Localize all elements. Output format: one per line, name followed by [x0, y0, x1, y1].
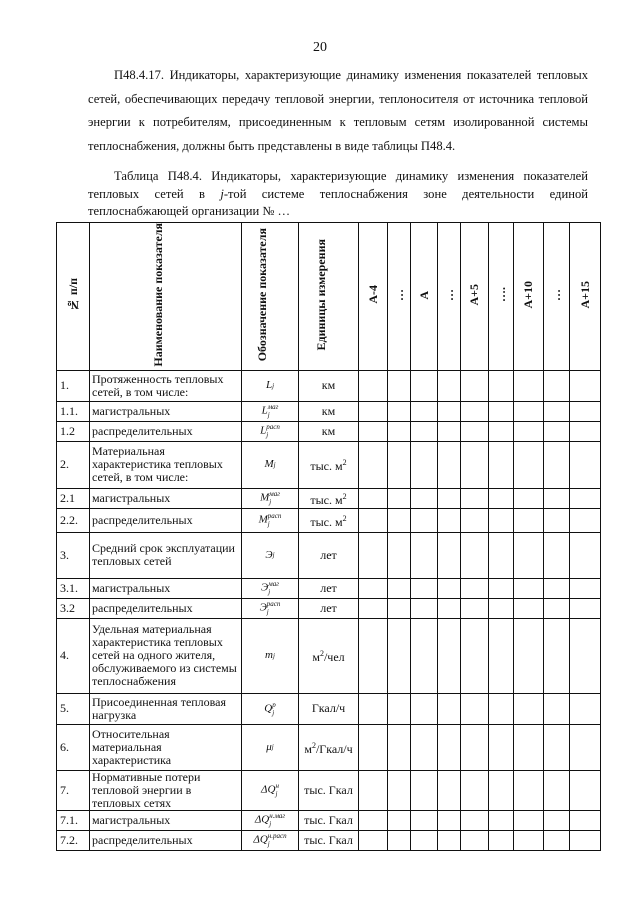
value-cell: [570, 578, 601, 598]
row-number: 1.: [57, 370, 90, 401]
row-indicator-name: магистральных: [90, 810, 242, 830]
value-cell: [438, 618, 461, 693]
value-cell: [438, 830, 461, 850]
value-cell: [359, 532, 388, 578]
row-unit: Гкал/ч: [299, 693, 359, 724]
page-number: 20: [313, 40, 327, 55]
row-number: 3.1.: [57, 578, 90, 598]
value-cell: [438, 508, 461, 532]
row-symbol: [242, 488, 299, 508]
value-cell: [438, 810, 461, 830]
value-cell: [411, 830, 438, 850]
table-row: [57, 370, 601, 401]
value-cell: [388, 598, 411, 618]
table-row: [57, 724, 601, 770]
caption-variable: j: [220, 186, 224, 201]
symbol-superscript: маг: [268, 580, 279, 589]
header-symbol: Обозначение показателя: [242, 223, 299, 371]
header-name: Наименование показателя: [90, 223, 242, 371]
table-row: [57, 693, 601, 724]
value-cell: [388, 810, 411, 830]
value-cell: [388, 488, 411, 508]
row-unit: тыс. Гкал: [299, 810, 359, 830]
value-cell: [388, 618, 411, 693]
table-row: [57, 508, 601, 532]
header-year: А-4: [359, 223, 388, 371]
value-cell: [570, 508, 601, 532]
symbol-subscript: j: [269, 498, 272, 507]
symbol-superscript: р: [272, 700, 276, 709]
value-cell: [388, 724, 411, 770]
value-cell: [438, 370, 461, 401]
value-cell: [489, 770, 514, 810]
value-cell: [514, 598, 544, 618]
row-indicator-name: Материальная характеристика тепловых сетей, в том числе:: [90, 441, 242, 488]
value-cell: [438, 770, 461, 810]
symbol-subscript: j: [275, 790, 278, 799]
row-indicator-name: Средний срок эксплуатации тепловых сетей: [90, 532, 242, 578]
value-cell: [514, 770, 544, 810]
value-cell: [388, 693, 411, 724]
value-cell: [544, 401, 570, 421]
value-cell: [489, 441, 514, 488]
symbol-subscript: j: [267, 840, 270, 849]
value-cell: [359, 370, 388, 401]
row-unit: $м^2/Гкал/ч$: [299, 724, 359, 770]
symbol-superscript: маг: [269, 490, 280, 499]
value-cell: [461, 578, 489, 598]
symbol-superscript: расп: [267, 512, 282, 521]
table-row: [57, 441, 601, 488]
table-row: [57, 770, 601, 810]
value-cell: [411, 810, 438, 830]
value-cell: [514, 830, 544, 850]
value-cell: [544, 508, 570, 532]
value-cell: [489, 508, 514, 532]
row-number: 2.1: [57, 488, 90, 508]
value-cell: [411, 598, 438, 618]
value-cell: [411, 421, 438, 441]
row-number: 1.2: [57, 421, 90, 441]
value-cell: [544, 598, 570, 618]
table-row: [57, 532, 601, 578]
header-year: ….: [489, 223, 514, 371]
value-cell: [514, 693, 544, 724]
value-cell: [359, 578, 388, 598]
row-number: 2.2.: [57, 508, 90, 532]
value-cell: [514, 441, 544, 488]
value-cell: [461, 508, 489, 532]
value-cell: [461, 488, 489, 508]
row-symbol: [242, 508, 299, 532]
row-indicator-name: Удельная материальная характеристика тепловых сетей на одного жителя, обслуживаемого из системы теплоснабжения: [90, 618, 242, 693]
value-cell: [438, 421, 461, 441]
value-cell: [514, 810, 544, 830]
symbol-base: ΔQ: [261, 783, 276, 796]
value-cell: [438, 578, 461, 598]
value-cell: [514, 421, 544, 441]
value-cell: [544, 830, 570, 850]
value-cell: [570, 724, 601, 770]
value-cell: [461, 618, 489, 693]
symbol-subscript: j: [271, 743, 274, 752]
symbol-subscript: j: [266, 608, 269, 617]
value-cell: [514, 488, 544, 508]
row-indicator-name: распределительных: [90, 508, 242, 532]
value-cell: [544, 724, 570, 770]
row-symbol: [242, 441, 299, 488]
symbol-base: L: [265, 379, 273, 392]
value-cell: [570, 770, 601, 810]
value-cell: [489, 578, 514, 598]
row-number: 6.: [57, 724, 90, 770]
value-cell: [544, 618, 570, 693]
row-unit: лет: [299, 578, 359, 598]
row-indicator-name: магистральных: [90, 578, 242, 598]
symbol-base: M: [260, 491, 270, 504]
row-symbol: [242, 830, 299, 850]
value-cell: [461, 441, 489, 488]
value-cell: [461, 401, 489, 421]
row-number: 7.1.: [57, 810, 90, 830]
value-cell: [570, 598, 601, 618]
value-cell: [570, 810, 601, 830]
symbol-subscript: j: [273, 651, 275, 660]
value-cell: [411, 488, 438, 508]
row-indicator-name: Присоединенная тепловая нагрузка: [90, 693, 242, 724]
row-symbol: [242, 693, 299, 724]
value-cell: [359, 598, 388, 618]
symbol-base: L: [260, 424, 267, 437]
value-cell: [570, 488, 601, 508]
row-unit: тыс. Гкал: [299, 770, 359, 810]
row-unit: $м^2$/чел: [299, 618, 359, 693]
row-symbol: [242, 421, 299, 441]
value-cell: [359, 441, 388, 488]
value-cell: [489, 810, 514, 830]
value-cell: [359, 810, 388, 830]
value-cell: [411, 508, 438, 532]
row-indicator-name: магистральных: [90, 488, 242, 508]
caption-text-after: -той системе теплоснабжения зоне деятельности единой теплоснабжающей организации № …: [88, 186, 588, 218]
value-cell: [411, 441, 438, 488]
symbol-base: μ: [266, 740, 272, 753]
row-symbol: [242, 532, 299, 578]
value-cell: [438, 441, 461, 488]
value-cell: [514, 724, 544, 770]
value-cell: [461, 830, 489, 850]
value-cell: [438, 532, 461, 578]
row-number: 1.1.: [57, 401, 90, 421]
row-symbol: [242, 810, 299, 830]
value-cell: [544, 810, 570, 830]
value-cell: [388, 532, 411, 578]
row-unit: тыс. $м^2$: [299, 441, 359, 488]
row-symbol: [242, 370, 299, 401]
table-row: [57, 401, 601, 421]
value-cell: [544, 770, 570, 810]
symbol-subscript: j: [272, 551, 275, 560]
symbol-subscript: j: [266, 431, 269, 440]
table-row: [57, 618, 601, 693]
value-cell: [359, 401, 388, 421]
value-cell: [359, 618, 388, 693]
table-row: [57, 421, 601, 441]
symbol-base: Q: [264, 702, 273, 715]
row-number: 7.2.: [57, 830, 90, 850]
value-cell: [359, 830, 388, 850]
symbol-base: ΔQ: [253, 833, 268, 846]
table-row: [57, 810, 601, 830]
row-indicator-name: распределительных: [90, 598, 242, 618]
row-unit: км: [299, 370, 359, 401]
value-cell: [570, 370, 601, 401]
value-cell: [544, 370, 570, 401]
row-symbol: [242, 598, 299, 618]
header-year: …: [388, 223, 411, 371]
row-unit: лет: [299, 532, 359, 578]
value-cell: [438, 724, 461, 770]
row-indicator-name: Относительная материальная характеристика: [90, 724, 242, 770]
indicators-table: [56, 222, 601, 851]
symbol-subscript: j: [267, 411, 270, 420]
row-number: 7.: [57, 770, 90, 810]
value-cell: [489, 421, 514, 441]
value-cell: [438, 401, 461, 421]
symbol-base: m: [265, 649, 273, 662]
value-cell: [388, 508, 411, 532]
value-cell: [359, 693, 388, 724]
row-indicator-name: Нормативные потери тепловой энергии в тепловых сетях: [90, 770, 242, 810]
row-indicator-name: распределительных: [90, 830, 242, 850]
row-number: 2.: [57, 441, 90, 488]
value-cell: [461, 532, 489, 578]
value-cell: [570, 441, 601, 488]
row-unit: км: [299, 421, 359, 441]
symbol-base: Э: [261, 581, 269, 594]
value-cell: [489, 693, 514, 724]
value-cell: [489, 618, 514, 693]
header-year: А+15: [570, 223, 601, 371]
value-cell: [570, 532, 601, 578]
caption-text-before: Таблица П48.4. Индикаторы, характеризующие динамику изменения показателей тепловых сетей в: [88, 169, 588, 201]
symbol-subscript: j: [272, 381, 275, 390]
table-caption: [88, 168, 588, 221]
value-cell: [544, 441, 570, 488]
value-cell: [544, 421, 570, 441]
value-cell: [514, 532, 544, 578]
row-number: 4.: [57, 618, 90, 693]
row-symbol: [242, 724, 299, 770]
value-cell: [461, 770, 489, 810]
symbol-base: M: [264, 458, 274, 471]
value-cell: [489, 370, 514, 401]
value-cell: [461, 724, 489, 770]
symbol-subscript: j: [269, 820, 272, 829]
value-cell: [544, 578, 570, 598]
value-cell: [461, 693, 489, 724]
value-cell: [359, 421, 388, 441]
value-cell: [544, 532, 570, 578]
value-cell: [411, 401, 438, 421]
row-symbol: [242, 401, 299, 421]
header-year: А+10: [514, 223, 544, 371]
header-num: № п/п: [57, 223, 90, 371]
value-cell: [514, 401, 544, 421]
value-cell: [489, 532, 514, 578]
value-cell: [388, 770, 411, 810]
value-cell: [411, 532, 438, 578]
symbol-superscript: маг: [267, 403, 279, 412]
value-cell: [489, 598, 514, 618]
row-indicator-name: распределительных: [90, 421, 242, 441]
value-cell: [489, 488, 514, 508]
value-cell: [359, 770, 388, 810]
value-cell: [411, 724, 438, 770]
symbol-base: ΔQ: [254, 813, 270, 826]
value-cell: [388, 401, 411, 421]
value-cell: [411, 618, 438, 693]
symbol-subscript: j: [272, 708, 275, 717]
symbol-subscript: j: [267, 520, 270, 529]
table-header-row: [57, 223, 601, 371]
value-cell: [411, 578, 438, 598]
value-cell: [438, 488, 461, 508]
value-cell: [388, 441, 411, 488]
symbol-superscript: расп: [266, 423, 280, 432]
value-cell: [514, 508, 544, 532]
paragraph-p48-4-17: П48.4.17. Индикаторы, характеризующие динамику изменения показателей тепловых сетей, обеспечивающих передачу тепловой энергии, теплоносителя от источника тепловой энергии к потребителям, присоединенным к тепловым сетям изолированной системы теплоснабжения, должны быть представлены в виде таблицы П48.4.: [88, 68, 588, 153]
row-symbol: [242, 770, 299, 810]
value-cell: [359, 724, 388, 770]
symbol-superscript: н.расп: [267, 832, 287, 841]
value-cell: [461, 421, 489, 441]
value-cell: [388, 830, 411, 850]
value-cell: [411, 370, 438, 401]
symbol-base: M: [258, 513, 268, 526]
symbol-subscript: j: [268, 588, 271, 597]
row-symbol: [242, 618, 299, 693]
value-cell: [359, 488, 388, 508]
symbol-base: L: [261, 404, 268, 417]
value-cell: [489, 724, 514, 770]
symbol-superscript: н: [275, 782, 279, 791]
row-unit: км: [299, 401, 359, 421]
value-cell: [544, 488, 570, 508]
value-cell: [461, 810, 489, 830]
value-cell: [570, 830, 601, 850]
value-cell: [461, 598, 489, 618]
row-number: 5.: [57, 693, 90, 724]
table-row: [57, 598, 601, 618]
value-cell: [514, 370, 544, 401]
value-cell: [388, 421, 411, 441]
header-year: …: [544, 223, 570, 371]
value-cell: [438, 693, 461, 724]
row-unit: лет: [299, 598, 359, 618]
value-cell: [570, 401, 601, 421]
value-cell: [544, 693, 570, 724]
row-number: 3.2: [57, 598, 90, 618]
value-cell: [489, 401, 514, 421]
row-indicator-name: Протяженность тепловых сетей, в том числе:: [90, 370, 242, 401]
value-cell: [411, 693, 438, 724]
value-cell: [359, 508, 388, 532]
value-cell: [570, 618, 601, 693]
header-year: …: [438, 223, 461, 371]
table-row: [57, 830, 601, 850]
header-year: А: [411, 223, 438, 371]
symbol-superscript: расп: [266, 600, 281, 609]
row-indicator-name: магистральных: [90, 401, 242, 421]
value-cell: [411, 770, 438, 810]
symbol-subscript: j: [273, 460, 276, 469]
value-cell: [489, 830, 514, 850]
value-cell: [570, 421, 601, 441]
row-number: 3.: [57, 532, 90, 578]
value-cell: [388, 370, 411, 401]
header-unit: Единицы измерения: [299, 223, 359, 371]
table-row: [57, 578, 601, 598]
value-cell: [514, 578, 544, 598]
value-cell: [461, 370, 489, 401]
row-unit: тыс. $м^2$: [299, 488, 359, 508]
header-year: А+5: [461, 223, 489, 371]
value-cell: [388, 578, 411, 598]
table-row: [57, 488, 601, 508]
value-cell: [514, 618, 544, 693]
row-unit: тыс. $м^2$: [299, 508, 359, 532]
symbol-superscript: н.маг: [269, 812, 286, 821]
value-cell: [570, 693, 601, 724]
value-cell: [438, 598, 461, 618]
row-unit: тыс. Гкал: [299, 830, 359, 850]
row-symbol: [242, 578, 299, 598]
symbol-base: Э: [265, 548, 273, 561]
symbol-base: Э: [259, 601, 267, 614]
